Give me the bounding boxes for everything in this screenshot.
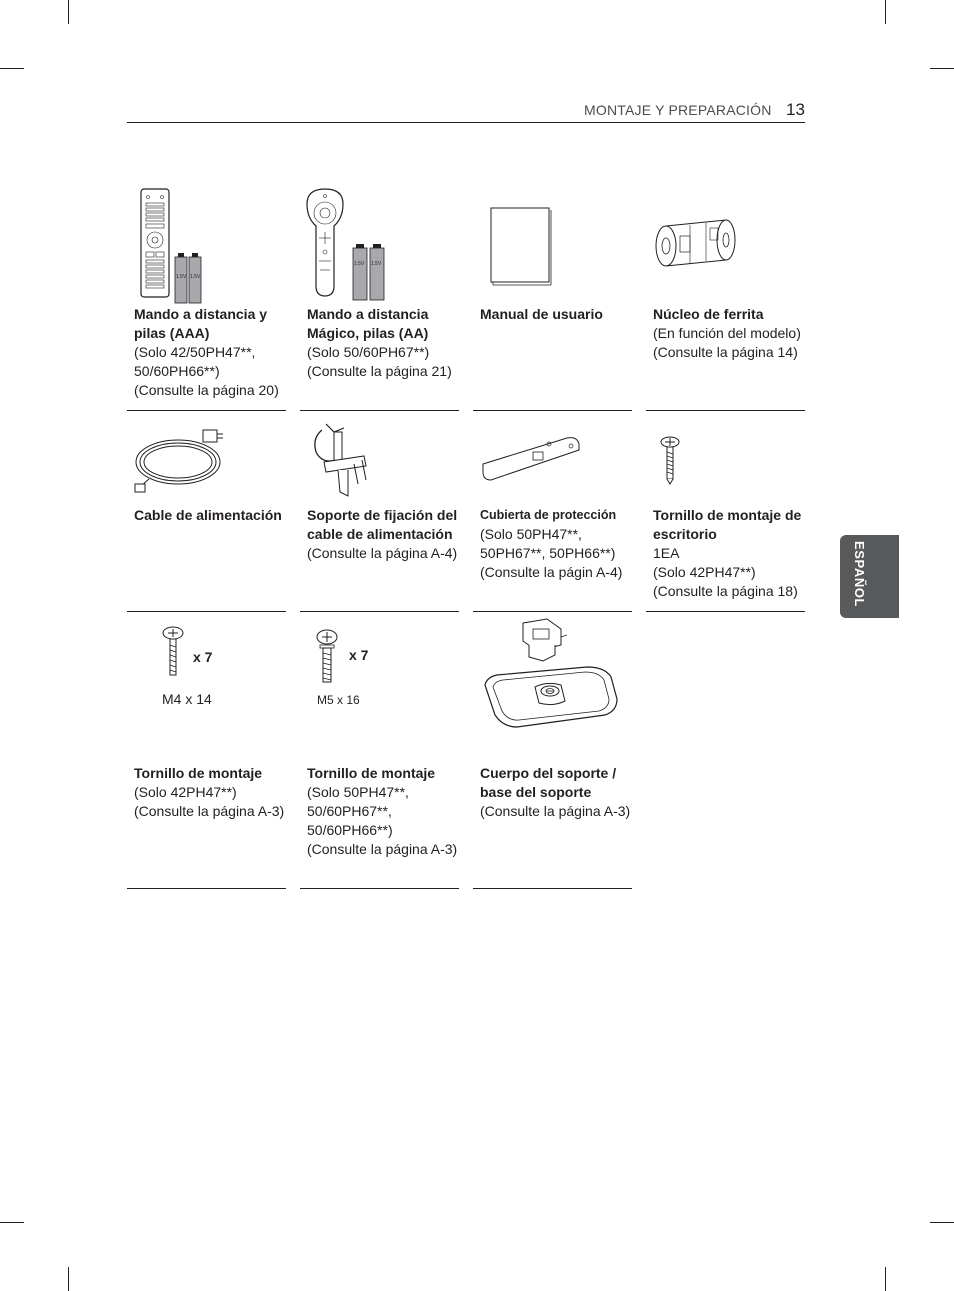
- language-tab: [840, 535, 899, 618]
- crop-mark: [0, 68, 24, 69]
- crop-mark: [885, 1267, 886, 1291]
- item-caption: [480, 506, 640, 582]
- item-caption: [307, 305, 467, 381]
- item-cable-holder: [300, 412, 459, 613]
- item-title: Manual de usuario: [480, 306, 603, 322]
- item-caption: [480, 305, 640, 324]
- item-rule: [300, 611, 459, 612]
- stand-illustration: [477, 615, 627, 745]
- item-title: Mando a distancia y pilas (AAA): [134, 306, 268, 341]
- screw-icon: [650, 432, 690, 492]
- item-caption: [653, 305, 813, 362]
- item-rule: [473, 888, 632, 889]
- power-cable-illustration: [131, 424, 241, 494]
- item-title: Tornillo de montaje de escritorio: [653, 507, 802, 542]
- header-section-title: MONTAJE Y PREPARACIÓN: [584, 102, 772, 118]
- item-rule: [127, 611, 286, 612]
- item-note: (Consulte la página 14): [653, 344, 798, 360]
- header-rule: [127, 122, 805, 123]
- item-remote-aaa: [127, 180, 286, 412]
- manual-book-illustration: [487, 206, 557, 290]
- item-rule: [127, 888, 286, 889]
- item-note: (Solo 42PH47**): [653, 564, 756, 580]
- item-stand: [473, 613, 632, 890]
- screw-size-label: M5 x 16: [317, 693, 360, 707]
- item-caption: [480, 764, 640, 821]
- crop-mark: [930, 68, 954, 69]
- screw-icon: [307, 625, 347, 691]
- battery-label: 1.5V: [371, 261, 382, 267]
- item-rule: [473, 611, 632, 612]
- crop-mark: [885, 0, 886, 24]
- item-title: Tornillo de montaje: [307, 765, 436, 781]
- item-title: Mando a distancia Mágico, pilas (AA): [307, 306, 429, 341]
- item-caption: [134, 305, 294, 400]
- item-title: Cuerpo del soporte / base del soporte: [480, 765, 617, 800]
- item-note: (En función del modelo): [653, 325, 801, 341]
- item-caption: [134, 506, 294, 525]
- item-rule: [127, 410, 286, 411]
- item-note: (Solo 42PH47**): [134, 784, 237, 800]
- item-note: 1EA: [653, 545, 680, 561]
- item-note: (Consulte la página 20): [134, 382, 279, 398]
- item-note: (Consulte la página 21): [307, 363, 452, 379]
- quantity-label: x 7: [349, 647, 369, 663]
- page-number: 13: [786, 100, 805, 119]
- battery-label: 1.5V: [354, 261, 365, 267]
- battery-label: 1.5V: [190, 274, 201, 280]
- item-title: Tornillo de montaje: [134, 765, 263, 781]
- item-user-manual: [473, 180, 632, 412]
- item-note: (Solo 50PH47**, 50PH67**, 50PH66**): [480, 526, 616, 561]
- screw-icon: [153, 623, 193, 689]
- item-note: (Consulte la página A-4): [307, 545, 458, 561]
- quantity-label: x 7: [193, 649, 213, 665]
- item-title: Núcleo de ferrita: [653, 306, 764, 322]
- item-rule: [300, 888, 459, 889]
- item-rule: [473, 410, 632, 411]
- item-caption: [307, 506, 467, 563]
- magic-remote-illustration: [300, 186, 400, 308]
- item-screw-m4: [127, 613, 286, 890]
- crop-mark: [0, 1222, 24, 1223]
- item-title: Soporte de fijación del cable de alimentación: [307, 507, 458, 542]
- language-tab-label: ESPAÑOL: [852, 541, 867, 608]
- item-note: (Solo 50/60PH67**): [307, 344, 430, 360]
- item-note: (Consulte la págin A-4): [480, 564, 623, 580]
- crop-mark: [930, 1222, 954, 1223]
- item-title: Cable de alimentación: [134, 507, 282, 523]
- battery-label: 1.5V: [176, 274, 187, 280]
- item-rule: [646, 611, 805, 612]
- item-magic-remote: [300, 180, 459, 412]
- screw-size-label: M4 x 14: [162, 691, 212, 707]
- item-note: (Consulte la página A-3): [480, 803, 631, 819]
- item-caption: [307, 764, 467, 859]
- item-title: Cubierta de protección: [480, 508, 617, 522]
- cable-holder-illustration: [304, 420, 384, 500]
- item-protection-cover: [473, 412, 632, 613]
- item-rule: [300, 410, 459, 411]
- item-caption: [134, 764, 294, 821]
- item-caption: [653, 506, 813, 601]
- item-power-cable: [127, 412, 286, 613]
- item-note: (Solo 50PH47**, 50/60PH67**, 50/60PH66**): [307, 784, 409, 838]
- item-rule: [646, 410, 805, 411]
- item-note: (Solo 42/50PH47**, 50/60PH66**): [134, 344, 256, 379]
- protection-cover-illustration: [479, 432, 589, 492]
- item-note: (Consulte la página 18): [653, 583, 798, 599]
- crop-mark: [68, 0, 69, 24]
- item-desk-screw: [646, 412, 805, 613]
- crop-mark: [68, 1267, 69, 1291]
- item-screw-m5: [300, 613, 459, 890]
- item-ferrite-core: [646, 180, 805, 412]
- remote-control-illustration: [135, 186, 235, 308]
- ferrite-core-illustration: [650, 210, 750, 280]
- item-note: (Consulte la página A-3): [134, 803, 285, 819]
- item-note: (Consulte la página A-3): [307, 841, 458, 857]
